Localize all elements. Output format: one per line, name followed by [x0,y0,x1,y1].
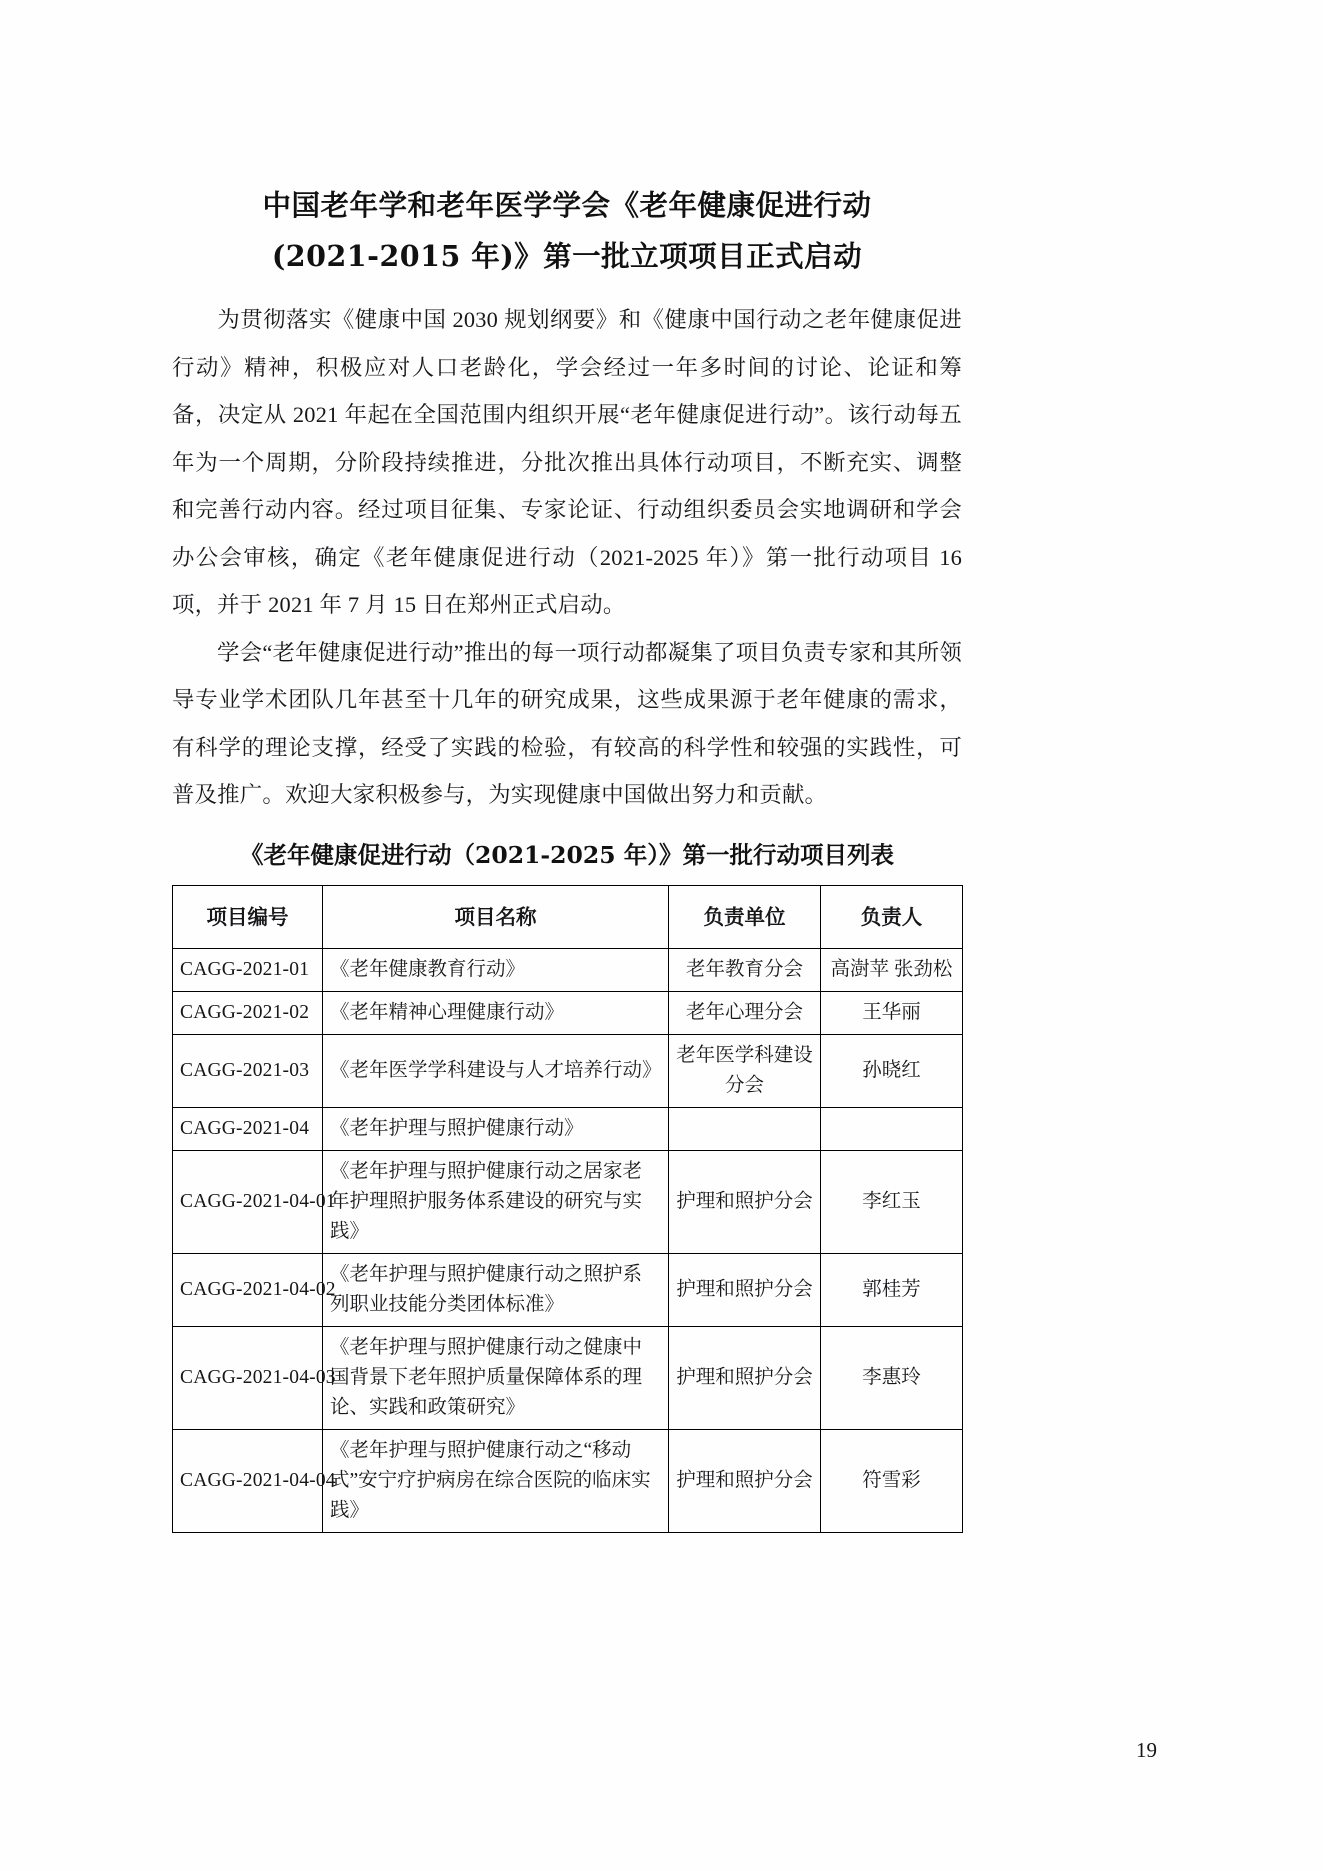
cell-responsible-person: 孙晓红 [821,1034,963,1107]
body-paragraph-1 [172,296,962,629]
table-row [173,948,963,991]
cell-responsible-org [669,1107,821,1150]
page-number: 19 [1136,1738,1157,1762]
cell-responsible-org: 护理和照护分会 [669,1429,821,1532]
paragraph-1-text: 为贯彻落实《健康中国 2030 规划纲要》和《健康中国行动之老年健康促进行动》精神，积极应对人口老龄化，学会经过一年多时间的讨论、论证和筹备，决定从 2021 年起在全国范围内组织开展“老年健康促进行动”。该行动每五年为一个周期，分阶段持续推进，分批次推出具体行动项目，不断充实、调整和完善行动内容。经过项目征集、专家论证、行动组织委员会实地调研和学会办公会审核，确定《老年健康促进行动（2021-2025 年）》第一批行动项目 16 项，并于 2021 年 7 月 15 日在郑州正式启动。 [172,307,962,617]
cell-responsible-org: 老年心理分会 [669,991,821,1034]
cell-project-name: 《老年医学学科建设与人才培养行动》 [323,1034,669,1107]
page-title-line-1: 中国老年学和老年医学学会《老年健康促进行动 [262,188,872,222]
document-content [172,160,962,1533]
cell-responsible-org: 老年医学科建设分会 [669,1034,821,1107]
cell-responsible-org: 护理和照护分会 [669,1253,821,1326]
cell-responsible-org: 老年教育分会 [669,948,821,991]
cell-project-name: 《老年护理与照护健康行动之健康中国背景下老年照护质量保障体系的理论、实践和政策研究》 [323,1326,669,1429]
table-row [173,1253,963,1326]
paragraph-2-text: 学会“老年健康促进行动”推出的每一项行动都凝集了项目负责专家和其所领导专业学术团队几年甚至十几年的研究成果，这些成果源于老年健康的需求，有科学的理论支撑，经受了实践的检验，有较高的科学性和较强的实践性，可普及推广。欢迎大家积极参与，为实现健康中国做出努力和贡献。 [172,639,962,807]
page-title [172,160,962,282]
table-row [173,1150,963,1253]
table-row [173,1107,963,1150]
column-header-org: 负责单位 [669,885,821,948]
cell-responsible-org: 护理和照护分会 [669,1326,821,1429]
cell-project-code: CAGG-2021-03 [173,1034,323,1107]
cell-project-name: 《老年精神心理健康行动》 [323,991,669,1034]
column-header-name: 项目名称 [323,885,669,948]
table-row [173,1429,963,1532]
cell-project-name: 《老年护理与照护健康行动之照护系列职业技能分类团体标准》 [323,1253,669,1326]
cell-project-code: CAGG-2021-04-04 [173,1429,323,1532]
cell-responsible-person: 郭桂芳 [821,1253,963,1326]
cell-responsible-person: 王华丽 [821,991,963,1034]
cell-project-code: CAGG-2021-04-01 [173,1150,323,1253]
table-header-row [173,885,963,948]
cell-project-code: CAGG-2021-04-03 [173,1326,323,1429]
cell-project-name: 《老年护理与照护健康行动之居家老年护理照护服务体系建设的研究与实践》 [323,1150,669,1253]
project-list-table [172,885,963,1533]
cell-project-code: CAGG-2021-04-02 [173,1253,323,1326]
table-caption: 《老年健康促进行动（2021-2025 年）》第一批行动项目列表 [240,840,894,869]
cell-responsible-person: 李红玉 [821,1150,963,1253]
cell-project-code: CAGG-2021-02 [173,991,323,1034]
cell-project-name: 《老年护理与照护健康行动》 [323,1107,669,1150]
cell-project-code: CAGG-2021-01 [173,948,323,991]
cell-responsible-person [821,1107,963,1150]
column-header-person: 负责人 [821,885,963,948]
cell-project-name: 《老年护理与照护健康行动之“移动式”安宁疗护病房在综合医院的临床实践》 [323,1429,669,1532]
column-header-code: 项目编号 [173,885,323,948]
cell-responsible-person: 符雪彩 [821,1429,963,1532]
table-row [173,991,963,1034]
cell-project-code: CAGG-2021-04 [173,1107,323,1150]
page-title-line-2: (2021-2015 年)》第一批立项项目正式启动 [271,239,863,273]
cell-responsible-person: 李惠玲 [821,1326,963,1429]
cell-project-name: 《老年健康教育行动》 [323,948,669,991]
body-paragraph-2 [172,629,962,819]
table-body [173,948,963,1532]
cell-responsible-org: 护理和照护分会 [669,1150,821,1253]
table-row [173,1326,963,1429]
cell-responsible-person: 高澍苹 张劲松 [821,948,963,991]
table-row [173,1034,963,1107]
